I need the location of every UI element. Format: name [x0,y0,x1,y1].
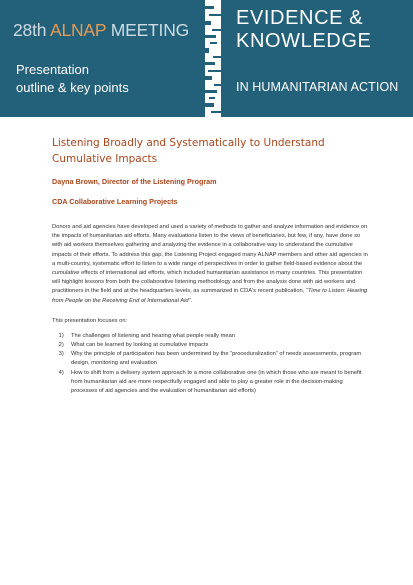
author-line: Dayna Brown, Director of the Listening Program [52,177,217,186]
list-item: 4. How to shift from a delivery system approach to a more collaborative one (in which those who are meant to benefit from humanitarian aid are more respectfully engaged and able to play a greater role in the decision-making processes of aid agencies and the evaluation of humanitarian aid efforts) [67,369,370,397]
presentation-subtitle: Presentation outline & key points [16,62,129,95]
meeting-title: 28th ALNAP MEETING [13,20,190,40]
header-banner [0,0,413,117]
alnap-logo-text: ALNAP [49,20,107,40]
list-item: 2. What can be learned by looking at cumulative impacts [67,341,370,350]
list-item: 1. The challenges of listening and hearing what people really mean [67,332,370,341]
organization-line: CDA Collaborative Learning Projects [52,197,178,206]
list-item: 3. Why the principle of participation has been undermined by the “proceduralization” of needs assessments, program design, monitoring and evaluation [67,350,370,368]
banner-title: EVIDENCE & KNOWLEDGE [236,7,372,52]
barcode-graphic [205,0,221,117]
document-title: Listening Broadly and Systematically to Understand Cumulative Impacts [52,137,325,165]
abstract-paragraph: Donors and aid agencies have developed and used a variety of methods to gather and analyze information and evidence on the impacts of humanitarian aid efforts. Many evaluations listen to the views of beneficiaries, but few, if any, have done so with aid workers themselves gathering and analyzing the evidence in a collaborative way to understand the cumulative impacts of their efforts. To address this gap, the Listening Project engaged many ALNAP members and other aid agencies in a multi-country, systematic effort to listen to a wide range of perspectives in order to gather field-based evidence about the cumulative effects of international aid efforts, which included humanitarian assistance in many countries. This presentation will highlight lessons from both the collaborative listening methodology and from the analysis done with aid workers and practitioners in the field and at the headquarters levels, as summarized in CDA's recent publication, “Time to Listen: Hearing from People on the Receiving End of International Aid”. [52,224,368,304]
document-body [52,135,370,396]
focus-list [52,332,370,396]
banner-subtitle: IN HUMANITARIAN ACTION [236,80,399,94]
publication-title: “Time to Listen: Hearing from People on the Receiving End of International Aid” [52,288,368,304]
focus-intro: This presentation focuses on: [52,317,128,324]
